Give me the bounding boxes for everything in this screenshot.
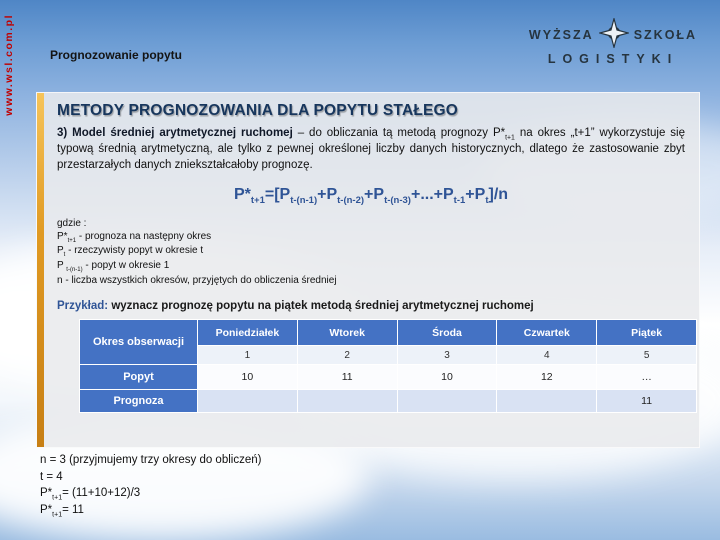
- slide-heading: METODY PROGNOZOWANIA DLA POPYTU STAŁEGO: [57, 102, 459, 119]
- definition-line: P $_{t-(n-1)}$ - popyt w okresie 1: [57, 260, 170, 274]
- paragraph-subscript: t+1: [505, 134, 515, 142]
- definition-line: $P_t$ - rzeczywisty popyt w okresie t: [57, 245, 204, 259]
- note-line: n = 3 (przyjmujemy trzy okresy do obliczeń): [40, 454, 262, 466]
- definitions-label: gdzie :: [57, 217, 87, 229]
- header-cell-prognoza: Prognoza: [80, 390, 198, 413]
- data-cell: …: [597, 365, 697, 390]
- data-cell: 4: [497, 346, 597, 365]
- paragraph-bold-lead: 3) Model średniej arytmetycznej ruchomej: [57, 127, 293, 139]
- data-cell: 3: [397, 346, 497, 365]
- table-row-prognoza: [80, 390, 697, 413]
- intro-paragraph: [57, 126, 685, 173]
- data-cell: 11: [297, 365, 397, 390]
- calculation-notes: [40, 453, 261, 520]
- header-cell-day: Poniedziałek: [198, 320, 298, 346]
- logo-word-2: SZKOŁA: [633, 27, 698, 42]
- data-cell: 10: [397, 365, 497, 390]
- moving-average-formula: $P*_{t+1}=[P_{t-(n-1)}+P_{t-(n-2)}+P_{t-(n-3)}+...+P_{t-1}+P_t]/n$: [233, 185, 509, 206]
- data-cell: [497, 390, 597, 413]
- accent-strip: [37, 93, 44, 447]
- note-line: $P*_{t+1}= 11$: [40, 504, 84, 519]
- data-cell: 11: [597, 390, 697, 413]
- example-label: Przykład:: [57, 300, 109, 313]
- example-caption: [57, 300, 685, 312]
- page-title: Prognozowanie popytu: [50, 48, 182, 62]
- logo-word-1: WYŻSZA: [528, 27, 594, 42]
- data-cell: [198, 390, 298, 413]
- header-cell-day: Wtorek: [297, 320, 397, 346]
- header-cell-corner: Okres obserwacji: [80, 320, 198, 365]
- data-cell: 2: [297, 346, 397, 365]
- content-panel: [36, 92, 700, 448]
- paragraph-mid: – do obliczania tą metodą prognozy P*: [292, 127, 506, 139]
- header-cell-day: Środa: [397, 320, 497, 346]
- data-cell: [297, 390, 397, 413]
- definition-line: n - liczba wszystkich okresów, przyjętych do obliczenia średniej: [57, 274, 337, 286]
- data-cell: 10: [198, 365, 298, 390]
- data-cell: 1: [198, 346, 298, 365]
- definitions-block: [57, 218, 685, 289]
- header-cell-day: Piątek: [597, 320, 697, 346]
- paragraph-rest: na okres „t+1” wykorzystuje się typową średnią arytmetyczną, ale tylko z pewnej określonej liczby danych historycznych, dlatego że zastosowanie zbyt przestarzałych danych zniekształcałoby prognozę.: [57, 127, 685, 171]
- note-line: $P*_{t+1}= (11+10+12)/3$: [40, 487, 141, 502]
- header-cell-popyt: Popyt: [80, 365, 198, 390]
- observation-table: [79, 319, 697, 413]
- compass-icon: [599, 18, 629, 51]
- data-cell: 12: [497, 365, 597, 390]
- table-row-days: [80, 320, 697, 346]
- definition-line: $P*_{t+1}$ - prognoza na następny okres: [57, 230, 212, 244]
- example-text: wyznacz prognozę popytu na piątek metodą średniej arytmetycznej ruchomej: [108, 300, 534, 313]
- data-cell: [397, 390, 497, 413]
- website-url-vertical: www.wsl.com.pl: [3, 14, 15, 116]
- logo-line-2: LOGISTYKI: [547, 52, 679, 66]
- table-row-popyt: [80, 365, 697, 390]
- header-cell-day: Czwartek: [497, 320, 597, 346]
- data-cell: 5: [597, 346, 697, 365]
- wsl-logo: [524, 18, 702, 66]
- note-line: t = 4: [40, 470, 63, 483]
